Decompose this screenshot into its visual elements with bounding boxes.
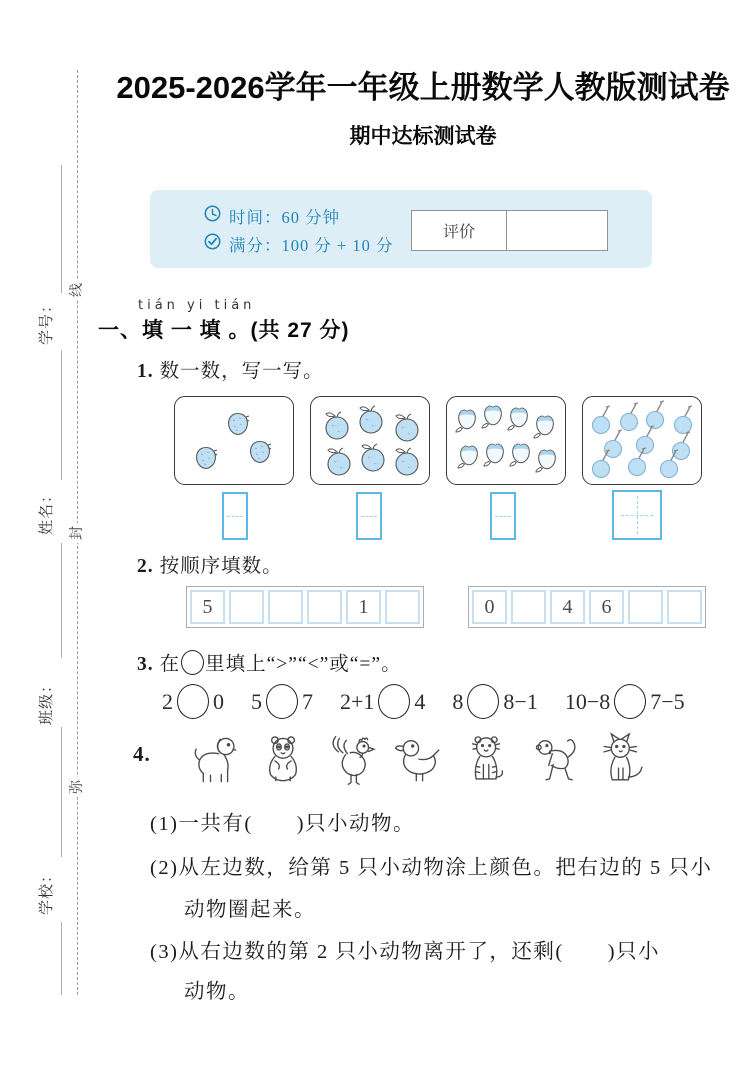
comparison-circle[interactable] xyxy=(378,684,410,719)
evaluation-blank-cell[interactable] xyxy=(507,211,607,250)
seal-char-line: 线 xyxy=(68,280,88,300)
comparison-item: 10−8 7−5 xyxy=(565,684,685,719)
fruit-box-apples xyxy=(310,396,430,485)
page-subtitle: 期中达标测试卷 xyxy=(349,125,497,148)
heading-pinyin: tián yi tián xyxy=(138,298,256,313)
school-label: 学校： xyxy=(39,867,55,916)
animal-cat xyxy=(596,728,650,792)
school-blank-line xyxy=(61,727,62,857)
q4-subquestion-2-line2: 动物圈起来。 xyxy=(184,899,316,921)
comparison-item: 2 0 xyxy=(162,684,224,719)
q4-subquestion-3-line2: 动物。 xyxy=(184,981,250,1003)
comparison-circle[interactable] xyxy=(614,684,646,719)
question-4-label: 4. xyxy=(133,742,151,766)
animal-duck xyxy=(392,728,446,792)
student-id-label: 学号： xyxy=(39,297,55,346)
q1-answer-box-1[interactable] xyxy=(222,492,248,540)
name-label: 姓名： xyxy=(39,487,55,536)
strip1-cell[interactable] xyxy=(307,590,342,624)
exam-info-box xyxy=(150,190,652,268)
comparison-circle[interactable] xyxy=(467,684,499,719)
comparison-item: 8 8−1 xyxy=(452,684,537,719)
cherry-group xyxy=(583,397,701,484)
student-id-blank-line xyxy=(61,165,62,293)
strip2-cell[interactable]: 6 xyxy=(589,590,624,624)
example-circle xyxy=(181,650,204,675)
question-1-text: 1. 数一数，写一写。 xyxy=(137,361,324,382)
apple-group xyxy=(311,397,429,484)
q1-fruit-boxes xyxy=(174,396,702,485)
strip1-cell[interactable] xyxy=(268,590,303,624)
strip2-cell[interactable] xyxy=(628,590,663,624)
time-label: 时间：60 分钟 xyxy=(229,208,341,227)
strawberry-group xyxy=(175,397,293,484)
q4-subquestion-3-line1: (3)从右边数的第 2 只小动物离开了，还剩( )只小 xyxy=(150,941,661,963)
comparison-item: 5 7 xyxy=(251,684,313,719)
question-2-number: 2. xyxy=(137,556,154,577)
animal-dog xyxy=(188,728,242,792)
fruit-box-peaches xyxy=(446,396,566,485)
name-blank-line xyxy=(61,350,62,480)
question-3-number: 3. xyxy=(137,654,154,675)
strip1-cell[interactable] xyxy=(385,590,420,624)
comparison-circle[interactable] xyxy=(266,684,298,719)
animal-rooster xyxy=(324,728,378,792)
q3-comparison-row xyxy=(162,684,685,719)
question-3-text: 3. 在 里填上“>”“<”或“=”。 xyxy=(137,648,402,676)
q1-answer-box-3[interactable] xyxy=(490,492,516,540)
q4-animal-row xyxy=(188,728,650,792)
margin-blank-line xyxy=(61,922,62,995)
q4-subquestion-2-line1: (2)从左边数，给第 5 只小动物涂上颜色。把右边的 5 只小 xyxy=(150,857,713,879)
animal-monkey xyxy=(528,728,582,792)
strip2-cell[interactable] xyxy=(667,590,702,624)
strip2-cell[interactable] xyxy=(511,590,546,624)
question-1-number: 1. xyxy=(137,361,154,382)
class-blank-line xyxy=(61,543,62,658)
q2-number-strip-2 xyxy=(468,586,706,628)
seal-char-feng: 封 xyxy=(68,523,88,543)
page-title: 2025-2026学年一年级上册数学人教版测试卷 xyxy=(116,70,730,105)
check-circle-icon xyxy=(204,233,221,255)
q4-subquestion-1: (1)一共有( )只小动物。 xyxy=(150,813,416,835)
q1-answer-box-4[interactable] xyxy=(612,490,662,540)
fruit-box-strawberries xyxy=(174,396,294,485)
strip2-cell[interactable]: 0 xyxy=(472,590,507,624)
comparison-item: 2+1 4 xyxy=(340,684,425,719)
animal-panda xyxy=(256,728,310,792)
full-score-label: 满分：100 分 + 10 分 xyxy=(229,236,394,255)
strip1-cell[interactable] xyxy=(229,590,264,624)
comparison-circle[interactable] xyxy=(177,684,209,719)
clock-icon xyxy=(204,205,221,227)
peach-group xyxy=(447,397,565,484)
class-label: 班级： xyxy=(39,677,55,726)
evaluation-label: 评价 xyxy=(412,211,507,250)
animal-tiger xyxy=(460,728,514,792)
q2-number-strip-1 xyxy=(186,586,424,628)
fruit-box-cherries xyxy=(582,396,702,485)
strip2-cell[interactable]: 4 xyxy=(550,590,585,624)
seal-char-mi: 弥 xyxy=(68,777,88,797)
evaluation-table xyxy=(411,210,608,251)
strip1-cell[interactable]: 5 xyxy=(190,590,225,624)
question-2-text: 2. 按顺序填数。 xyxy=(137,556,283,577)
section-one-heading: 一、填 一 填 。(共 27 分) xyxy=(98,319,350,342)
q1-answer-box-2[interactable] xyxy=(356,492,382,540)
strip1-cell[interactable]: 1 xyxy=(346,590,381,624)
